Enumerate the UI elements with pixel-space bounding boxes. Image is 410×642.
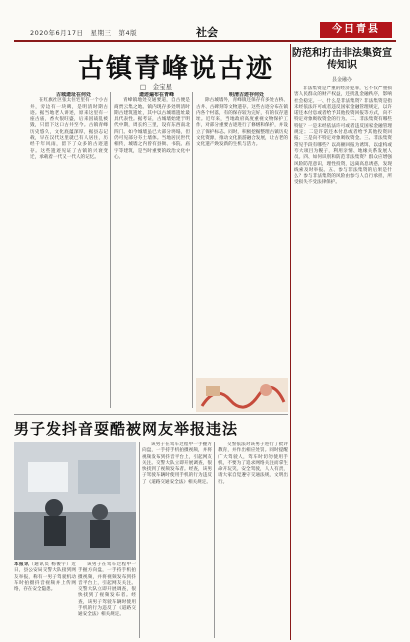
article-text: 该男子在驾车过程中一手握方向盘，一手持手机拍摄视频，并将视频发布到抖音平台上，引起网友关注。交警大队立即开展调查，很快找到了视频发布者。经查，该男子驾驶车辆时使用手机的行为违反了《道路交通安全法》相关规定。 [142, 442, 212, 485]
artwork-graphic [196, 378, 288, 412]
main-byline: □ 金宝星 [140, 83, 173, 91]
sidebar-text-column [294, 86, 392, 636]
column-divider [192, 92, 193, 408]
sidebar-text: 非法集资是严重的经济犯罪，它不仅严重损害人民群众的财产权益，还扰乱金融秩序，影响社会稳定。一、什么是非法集资？非法集资是指未经依法许可或者违反国家金融管理规定，以许诺还本付息或者给予其他投资回报等方式，向不特定对象吸收资金的行为。二、非法集资有哪些特征？一是未经依法许可或者违反国家金融管理规定；二是许诺还本付息或者给予其他投资回报；三是向不特定对象吸收资金。三、非法集资常见手段有哪些？以高额回报为诱饵，以虚构或夸大项目为幌子，利用亲情、地缘关系发展人员。四、如何识别和防范非法集资？群众应增强风险防范意识，理性投资，远离高息诱惑，发现线索及时举报。五、参与非法集资的后果是什么？参与非法集资的风险由参与人自行承担，所受损失不受法律保护。 [294, 86, 392, 186]
main-article-column-3 [196, 92, 288, 374]
subhead: 明清古迹存何处 [228, 92, 264, 98]
section-title: 社会 [196, 26, 218, 39]
main-article-column-2 [114, 92, 190, 408]
masthead-rule [14, 40, 396, 42]
sidebar-byline: 县金融办 [331, 77, 352, 83]
bottom-headline: 男子发抖音耍酷被网友举报违法 [14, 420, 239, 438]
caption-text: （通讯员 杨俊宇）近日，县公安局交警大队接到网友举报，称有一男子驾驶机动车时拍摄抖音视频并上传网络，存在安全隐患。 [14, 562, 76, 593]
bottom-article-column-1 [78, 562, 136, 638]
column-divider [139, 442, 140, 638]
sidebar-divider [290, 44, 291, 640]
article-text: 在红旗社区张太住宅里有一个小古井，旁边有一块碑，是明清时期古迹。据当地老人讲述，原来这里有一座古庙，香火很旺盛，后来因战乱被毁，只留下这口古井至今。古镇青峰历史悠久，文化底蕴深厚，据县志记载，早在汉代这里就已有人居住，历经千年风雨，留下了众多的古迹遗存。这些遗迹见证了古镇的兴衰变迁，承载着一代又一代人的记忆。 [30, 98, 108, 160]
article-text: 除古城墙外，青峰镇还保存有多处古桥、古井、古碑刻等文物遗存。这些古迹分布在镇内各个村落，有的保存较为完好，有的仅存遗址。近年来，当地政府高度重视文物保护工作，对部分重要古迹进行了修缮和保护，并设立了保护标志。同时，积极挖掘整理古镇历史文化资源，推动文化旅游融合发展，让古老的文化遗产焕发新的生机与活力。 [196, 98, 288, 148]
date-line: 2020年6月17日 星期三 第4版 [30, 29, 138, 37]
photo-graphic [14, 442, 136, 560]
article-text: 青峰镇地处交通要道，自古便是商贾云集之地。镇内现存多处明清时期古建筑遗址，其中以古城墙遗址最具代表性。据考证，古城墙始建于明代中期，周长约三里，设有东西南北四门。如今城墙虽已大部分坍塌，但仍可见部分夯土墙体。当地居民世代相传，城墙之内曾有县衙、书院、庙宇等建筑，是当时重要的政治文化中心。 [114, 98, 190, 160]
article-text: 该男子在驾车过程中一手握方向盘，一手持手机拍摄视频，并将视频发布到抖音平台上，引起网友关注。交警大队立即开展调查，很快找到了视频发布者。经查，该男子驾驶车辆时使用手机的行为违反了《道路交通安全法》相关规定。 [78, 562, 136, 618]
bottom-article-column-2 [142, 442, 212, 638]
bottom-article-column-3 [218, 442, 288, 638]
article-text: 交警依法对该男子进行了批评教育，并作出相应处罚。同时提醒广大驾驶人，驾车时切勿使用手机，不要为了追求网络关注而拿生命开玩笑。安全驾驶，人人有责，请大家自觉遵守交通法规，文明出行。 [218, 442, 288, 485]
caption-label: 本报讯 [14, 562, 30, 567]
section-divider [14, 414, 288, 415]
main-headline: 古镇青峰说古迹 [78, 54, 275, 84]
newspaper-logo: 今日青县 [320, 22, 392, 38]
main-article-column-1 [30, 92, 108, 408]
subhead: 遗迹遍布在青峰 [138, 92, 174, 98]
column-divider [214, 442, 215, 638]
photo-caption [14, 562, 76, 638]
column-divider [110, 92, 111, 408]
sidebar-headline: 防范和打击非法集资宣传知识 [292, 48, 392, 71]
subhead: 古城遗址在何处 [55, 92, 91, 98]
decorative-artwork [196, 378, 288, 412]
news-photo [14, 442, 136, 560]
